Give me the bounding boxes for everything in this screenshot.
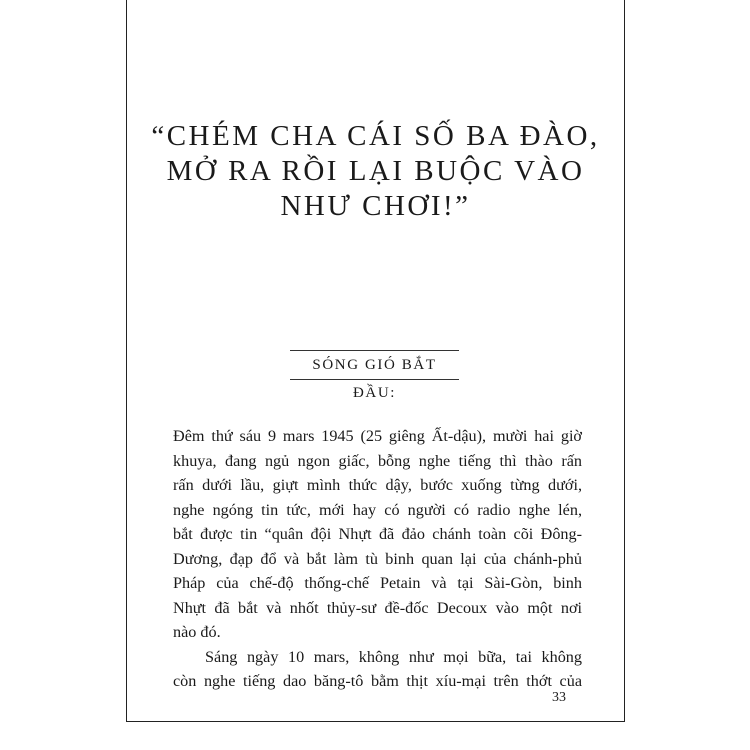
text-line: nghe ngóng tin tức, mới hay có người có radio nghe lén, <box>173 500 582 519</box>
chapter-title-line: NHƯ CHƠI!” <box>280 190 471 222</box>
text-line: Pháp của chế-độ thống-chế Petain và tại Sài-Gòn, binh <box>173 574 582 592</box>
text-line: khuya, đang ngủ ngon giấc, bỗng nghe tiếng thì thào rấn <box>173 451 582 470</box>
chapter-title-line: MỞ RA RỒI LẠI BUỘC VÀO <box>166 155 585 187</box>
text-line: nào đó. <box>173 623 221 641</box>
page-number: 33 <box>552 690 566 705</box>
chapter-title <box>127 119 624 224</box>
text-line: còn nghe tiếng dao băng-tô bằm thịt xíu-mại trên thớt của <box>173 672 582 690</box>
text-line: Dương, đạp đổ và bắt làm tù binh quan lại của chánh-phủ <box>173 549 582 568</box>
book-page <box>126 0 625 722</box>
chapter-title-line: “CHÉM CHA CÁI SỐ BA ĐÀO, <box>151 120 600 152</box>
text-line: Nhựt đã bắt và nhốt thủy-sư đề-đốc Decoux vào một nơi <box>173 598 582 617</box>
body-text <box>173 424 582 694</box>
text-line: Sáng ngày 10 mars, không như mọi bữa, tai không <box>205 647 582 666</box>
text-line: rấn dưới lầu, giựt mình thức dậy, bước xuống từng dưới, <box>173 476 582 494</box>
text-line: Đêm thứ sáu 9 mars 1945 (25 giêng Ất-dậu), mười hai giờ <box>173 427 582 445</box>
section-heading: SÓNG GIÓ BẮT ĐẦU: <box>290 350 459 380</box>
text-line: bắt được tin “quân đội Nhựt đã đảo chánh toàn cõi Đông- <box>173 525 582 543</box>
